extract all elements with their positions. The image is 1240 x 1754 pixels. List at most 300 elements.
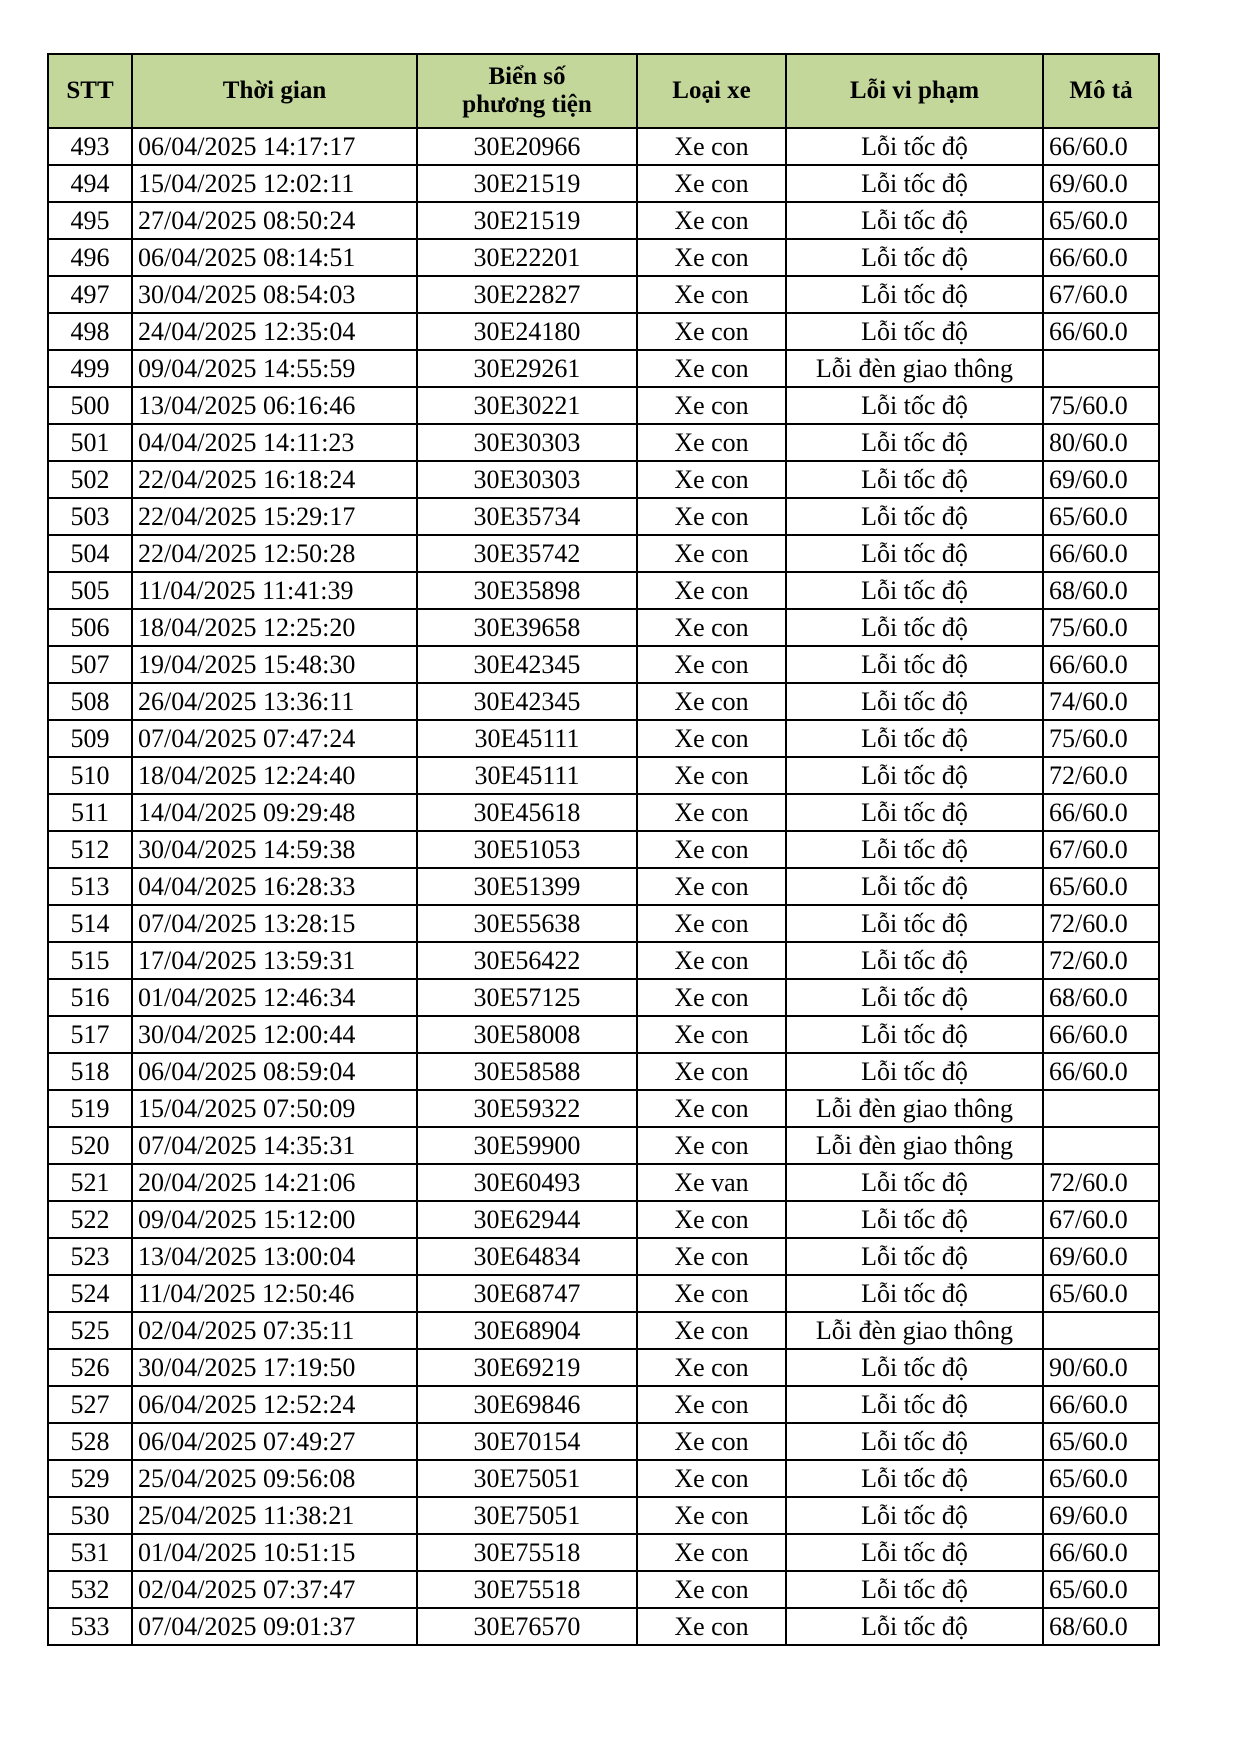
header-plate-line2: phương tiện — [462, 91, 592, 118]
cell-violation: Lỗi đèn giao thông — [786, 1090, 1043, 1127]
cell-plate: 30E76570 — [417, 1608, 637, 1645]
header-row — [48, 54, 1159, 128]
cell-vehicle-type: Xe con — [637, 1238, 786, 1275]
cell-violation: Lỗi tốc độ — [786, 387, 1043, 424]
cell-time: 17/04/2025 13:59:31 — [132, 942, 417, 979]
cell-violation: Lỗi tốc độ — [786, 276, 1043, 313]
cell-stt: 504 — [48, 535, 132, 572]
cell-time: 15/04/2025 07:50:09 — [132, 1090, 417, 1127]
cell-violation: Lỗi tốc độ — [786, 424, 1043, 461]
cell-time: 30/04/2025 12:00:44 — [132, 1016, 417, 1053]
cell-description: 65/60.0 — [1043, 1460, 1159, 1497]
cell-vehicle-type: Xe con — [637, 535, 786, 572]
cell-description: 72/60.0 — [1043, 1164, 1159, 1201]
cell-violation: Lỗi tốc độ — [786, 1497, 1043, 1534]
cell-time: 25/04/2025 09:56:08 — [132, 1460, 417, 1497]
cell-plate: 30E58008 — [417, 1016, 637, 1053]
cell-vehicle-type: Xe con — [637, 1312, 786, 1349]
cell-time: 14/04/2025 09:29:48 — [132, 794, 417, 831]
cell-violation: Lỗi tốc độ — [786, 868, 1043, 905]
cell-time: 18/04/2025 12:24:40 — [132, 757, 417, 794]
cell-time: 19/04/2025 15:48:30 — [132, 646, 417, 683]
cell-stt: 514 — [48, 905, 132, 942]
cell-stt: 519 — [48, 1090, 132, 1127]
cell-description: 90/60.0 — [1043, 1349, 1159, 1386]
cell-description: 66/60.0 — [1043, 128, 1159, 165]
cell-stt: 500 — [48, 387, 132, 424]
cell-time: 30/04/2025 08:54:03 — [132, 276, 417, 313]
cell-time: 27/04/2025 08:50:24 — [132, 202, 417, 239]
cell-plate: 30E35898 — [417, 572, 637, 609]
cell-violation: Lỗi tốc độ — [786, 498, 1043, 535]
table-row — [48, 794, 1159, 831]
cell-violation: Lỗi tốc độ — [786, 1608, 1043, 1645]
table-row — [48, 683, 1159, 720]
cell-stt: 529 — [48, 1460, 132, 1497]
cell-description: 74/60.0 — [1043, 683, 1159, 720]
table-row — [48, 461, 1159, 498]
cell-plate: 30E69846 — [417, 1386, 637, 1423]
cell-violation: Lỗi tốc độ — [786, 794, 1043, 831]
cell-stt: 531 — [48, 1534, 132, 1571]
cell-violation: Lỗi tốc độ — [786, 757, 1043, 794]
cell-stt: 530 — [48, 1497, 132, 1534]
cell-time: 15/04/2025 12:02:11 — [132, 165, 417, 202]
cell-violation: Lỗi tốc độ — [786, 1053, 1043, 1090]
cell-description — [1043, 1312, 1159, 1349]
cell-plate: 30E45111 — [417, 757, 637, 794]
cell-plate: 30E45618 — [417, 794, 637, 831]
cell-violation: Lỗi tốc độ — [786, 1201, 1043, 1238]
cell-stt: 522 — [48, 1201, 132, 1238]
table-row — [48, 239, 1159, 276]
cell-description: 72/60.0 — [1043, 905, 1159, 942]
cell-stt: 499 — [48, 350, 132, 387]
cell-violation: Lỗi tốc độ — [786, 1571, 1043, 1608]
cell-vehicle-type: Xe con — [637, 905, 786, 942]
cell-stt: 494 — [48, 165, 132, 202]
cell-stt: 521 — [48, 1164, 132, 1201]
cell-violation: Lỗi tốc độ — [786, 1386, 1043, 1423]
table-row — [48, 646, 1159, 683]
table-row — [48, 572, 1159, 609]
header-plate-line1: Biển số — [488, 63, 566, 90]
cell-stt: 532 — [48, 1571, 132, 1608]
cell-plate: 30E30303 — [417, 461, 637, 498]
table-row — [48, 757, 1159, 794]
cell-plate: 30E45111 — [417, 720, 637, 757]
cell-vehicle-type: Xe con — [637, 1608, 786, 1645]
cell-description: 66/60.0 — [1043, 239, 1159, 276]
table-row — [48, 1497, 1159, 1534]
cell-plate: 30E60493 — [417, 1164, 637, 1201]
cell-plate: 30E75051 — [417, 1497, 637, 1534]
cell-stt: 493 — [48, 128, 132, 165]
cell-plate: 30E22201 — [417, 239, 637, 276]
cell-violation: Lỗi tốc độ — [786, 1349, 1043, 1386]
cell-vehicle-type: Xe con — [637, 572, 786, 609]
cell-plate: 30E30221 — [417, 387, 637, 424]
cell-time: 24/04/2025 12:35:04 — [132, 313, 417, 350]
table-row — [48, 1423, 1159, 1460]
cell-stt: 510 — [48, 757, 132, 794]
cell-description: 72/60.0 — [1043, 942, 1159, 979]
cell-description: 69/60.0 — [1043, 1238, 1159, 1275]
cell-time: 07/04/2025 07:47:24 — [132, 720, 417, 757]
cell-vehicle-type: Xe con — [637, 424, 786, 461]
header-plate — [417, 54, 637, 128]
cell-plate: 30E68904 — [417, 1312, 637, 1349]
cell-time: 20/04/2025 14:21:06 — [132, 1164, 417, 1201]
cell-stt: 502 — [48, 461, 132, 498]
cell-violation: Lỗi đèn giao thông — [786, 350, 1043, 387]
cell-description: 66/60.0 — [1043, 1534, 1159, 1571]
table-row — [48, 1386, 1159, 1423]
cell-plate: 30E22827 — [417, 276, 637, 313]
cell-description: 75/60.0 — [1043, 720, 1159, 757]
cell-violation: Lỗi tốc độ — [786, 831, 1043, 868]
cell-time: 01/04/2025 12:46:34 — [132, 979, 417, 1016]
cell-time: 22/04/2025 15:29:17 — [132, 498, 417, 535]
cell-description: 66/60.0 — [1043, 794, 1159, 831]
header-stt: STT — [48, 54, 132, 128]
cell-description: 75/60.0 — [1043, 387, 1159, 424]
cell-stt: 523 — [48, 1238, 132, 1275]
cell-plate: 30E35734 — [417, 498, 637, 535]
table-row — [48, 1460, 1159, 1497]
cell-time: 11/04/2025 12:50:46 — [132, 1275, 417, 1312]
cell-violation: Lỗi tốc độ — [786, 979, 1043, 1016]
table-row — [48, 868, 1159, 905]
cell-stt: 517 — [48, 1016, 132, 1053]
table-row — [48, 1312, 1159, 1349]
cell-plate: 30E70154 — [417, 1423, 637, 1460]
cell-time: 13/04/2025 13:00:04 — [132, 1238, 417, 1275]
cell-time: 22/04/2025 16:18:24 — [132, 461, 417, 498]
cell-violation: Lỗi tốc độ — [786, 942, 1043, 979]
cell-stt: 498 — [48, 313, 132, 350]
cell-plate: 30E30303 — [417, 424, 637, 461]
table-row — [48, 1016, 1159, 1053]
cell-vehicle-type: Xe con — [637, 202, 786, 239]
cell-time: 07/04/2025 09:01:37 — [132, 1608, 417, 1645]
cell-time: 07/04/2025 13:28:15 — [132, 905, 417, 942]
cell-vehicle-type: Xe con — [637, 313, 786, 350]
cell-time: 04/04/2025 14:11:23 — [132, 424, 417, 461]
violations-table — [47, 53, 1160, 1646]
table-row — [48, 1534, 1159, 1571]
cell-stt: 520 — [48, 1127, 132, 1164]
cell-violation: Lỗi tốc độ — [786, 609, 1043, 646]
cell-description: 66/60.0 — [1043, 313, 1159, 350]
table-row — [48, 1275, 1159, 1312]
cell-stt: 528 — [48, 1423, 132, 1460]
table-row — [48, 942, 1159, 979]
cell-time: 13/04/2025 06:16:46 — [132, 387, 417, 424]
cell-plate: 30E29261 — [417, 350, 637, 387]
table-row — [48, 979, 1159, 1016]
cell-plate: 30E21519 — [417, 202, 637, 239]
cell-violation: Lỗi đèn giao thông — [786, 1312, 1043, 1349]
cell-plate: 30E69219 — [417, 1349, 637, 1386]
cell-vehicle-type: Xe con — [637, 276, 786, 313]
cell-plate: 30E75051 — [417, 1460, 637, 1497]
cell-vehicle-type: Xe con — [637, 831, 786, 868]
cell-stt: 526 — [48, 1349, 132, 1386]
cell-description: 66/60.0 — [1043, 1016, 1159, 1053]
cell-plate: 30E51053 — [417, 831, 637, 868]
cell-description: 67/60.0 — [1043, 1201, 1159, 1238]
table-row — [48, 1090, 1159, 1127]
table-row — [48, 424, 1159, 461]
cell-description: 67/60.0 — [1043, 831, 1159, 868]
table-row — [48, 498, 1159, 535]
cell-stt: 496 — [48, 239, 132, 276]
cell-stt: 516 — [48, 979, 132, 1016]
cell-vehicle-type: Xe con — [637, 683, 786, 720]
cell-plate: 30E75518 — [417, 1571, 637, 1608]
cell-time: 06/04/2025 08:14:51 — [132, 239, 417, 276]
cell-description: 69/60.0 — [1043, 165, 1159, 202]
cell-plate: 30E75518 — [417, 1534, 637, 1571]
table-row — [48, 535, 1159, 572]
cell-violation: Lỗi tốc độ — [786, 128, 1043, 165]
cell-description: 66/60.0 — [1043, 646, 1159, 683]
cell-description: 66/60.0 — [1043, 1386, 1159, 1423]
cell-stt: 506 — [48, 609, 132, 646]
cell-description: 68/60.0 — [1043, 1608, 1159, 1645]
table-row — [48, 720, 1159, 757]
cell-violation: Lỗi tốc độ — [786, 572, 1043, 609]
cell-vehicle-type: Xe con — [637, 1423, 786, 1460]
cell-time: 06/04/2025 07:49:27 — [132, 1423, 417, 1460]
cell-violation: Lỗi tốc độ — [786, 720, 1043, 757]
cell-description: 65/60.0 — [1043, 1275, 1159, 1312]
cell-vehicle-type: Xe con — [637, 239, 786, 276]
cell-vehicle-type: Xe con — [637, 1127, 786, 1164]
table-row — [48, 350, 1159, 387]
cell-stt: 503 — [48, 498, 132, 535]
cell-plate: 30E58588 — [417, 1053, 637, 1090]
table-row — [48, 1053, 1159, 1090]
cell-description — [1043, 1127, 1159, 1164]
table-row — [48, 1608, 1159, 1645]
cell-description: 65/60.0 — [1043, 1571, 1159, 1608]
cell-violation: Lỗi tốc độ — [786, 1275, 1043, 1312]
cell-description: 75/60.0 — [1043, 609, 1159, 646]
cell-description: 69/60.0 — [1043, 1497, 1159, 1534]
cell-description: 66/60.0 — [1043, 535, 1159, 572]
cell-description: 68/60.0 — [1043, 572, 1159, 609]
cell-vehicle-type: Xe con — [637, 1275, 786, 1312]
cell-stt: 512 — [48, 831, 132, 868]
header-vehicle-type: Loại xe — [637, 54, 786, 128]
header-description: Mô tả — [1043, 54, 1159, 128]
table-row — [48, 202, 1159, 239]
cell-plate: 30E59322 — [417, 1090, 637, 1127]
cell-plate: 30E24180 — [417, 313, 637, 350]
cell-stt: 533 — [48, 1608, 132, 1645]
cell-time: 30/04/2025 17:19:50 — [132, 1349, 417, 1386]
cell-violation: Lỗi tốc độ — [786, 165, 1043, 202]
cell-vehicle-type: Xe con — [637, 1053, 786, 1090]
table-row — [48, 1127, 1159, 1164]
cell-vehicle-type: Xe con — [637, 165, 786, 202]
table-row — [48, 1238, 1159, 1275]
cell-plate: 30E64834 — [417, 1238, 637, 1275]
cell-vehicle-type: Xe con — [637, 720, 786, 757]
cell-vehicle-type: Xe con — [637, 1349, 786, 1386]
cell-vehicle-type: Xe con — [637, 498, 786, 535]
cell-time: 04/04/2025 16:28:33 — [132, 868, 417, 905]
cell-time: 01/04/2025 10:51:15 — [132, 1534, 417, 1571]
cell-violation: Lỗi tốc độ — [786, 313, 1043, 350]
cell-violation: Lỗi tốc độ — [786, 1164, 1043, 1201]
cell-violation: Lỗi tốc độ — [786, 646, 1043, 683]
table-row — [48, 1201, 1159, 1238]
cell-violation: Lỗi tốc độ — [786, 202, 1043, 239]
cell-violation: Lỗi tốc độ — [786, 1238, 1043, 1275]
cell-stt: 507 — [48, 646, 132, 683]
cell-time: 25/04/2025 11:38:21 — [132, 1497, 417, 1534]
cell-plate: 30E57125 — [417, 979, 637, 1016]
header-violation: Lỗi vi phạm — [786, 54, 1043, 128]
cell-violation: Lỗi tốc độ — [786, 905, 1043, 942]
cell-description: 67/60.0 — [1043, 276, 1159, 313]
table-row — [48, 831, 1159, 868]
cell-stt: 495 — [48, 202, 132, 239]
cell-time: 06/04/2025 14:17:17 — [132, 128, 417, 165]
cell-time: 06/04/2025 08:59:04 — [132, 1053, 417, 1090]
cell-stt: 527 — [48, 1386, 132, 1423]
table-row — [48, 1349, 1159, 1386]
table-row — [48, 905, 1159, 942]
cell-time: 09/04/2025 14:55:59 — [132, 350, 417, 387]
cell-stt: 509 — [48, 720, 132, 757]
table-header — [48, 54, 1159, 128]
cell-stt: 501 — [48, 424, 132, 461]
cell-description: 80/60.0 — [1043, 424, 1159, 461]
cell-plate: 30E35742 — [417, 535, 637, 572]
cell-time: 06/04/2025 12:52:24 — [132, 1386, 417, 1423]
cell-time: 11/04/2025 11:41:39 — [132, 572, 417, 609]
header-time: Thời gian — [132, 54, 417, 128]
cell-vehicle-type: Xe con — [637, 1497, 786, 1534]
cell-plate: 30E68747 — [417, 1275, 637, 1312]
cell-description: 69/60.0 — [1043, 461, 1159, 498]
cell-stt: 511 — [48, 794, 132, 831]
cell-description: 65/60.0 — [1043, 202, 1159, 239]
cell-vehicle-type: Xe con — [637, 757, 786, 794]
cell-description: 65/60.0 — [1043, 868, 1159, 905]
table-row — [48, 313, 1159, 350]
cell-description: 72/60.0 — [1043, 757, 1159, 794]
cell-violation: Lỗi tốc độ — [786, 535, 1043, 572]
cell-vehicle-type: Xe con — [637, 1090, 786, 1127]
cell-violation: Lỗi tốc độ — [786, 1534, 1043, 1571]
cell-time: 22/04/2025 12:50:28 — [132, 535, 417, 572]
cell-description — [1043, 350, 1159, 387]
cell-description: 66/60.0 — [1043, 1053, 1159, 1090]
cell-vehicle-type: Xe con — [637, 1571, 786, 1608]
cell-stt: 513 — [48, 868, 132, 905]
cell-stt: 524 — [48, 1275, 132, 1312]
cell-description: 65/60.0 — [1043, 498, 1159, 535]
cell-plate: 30E59900 — [417, 1127, 637, 1164]
cell-violation: Lỗi tốc độ — [786, 1460, 1043, 1497]
cell-plate: 30E21519 — [417, 165, 637, 202]
cell-vehicle-type: Xe con — [637, 794, 786, 831]
table-row — [48, 609, 1159, 646]
cell-violation: Lỗi tốc độ — [786, 683, 1043, 720]
cell-plate: 30E39658 — [417, 609, 637, 646]
cell-vehicle-type: Xe con — [637, 609, 786, 646]
cell-time: 07/04/2025 14:35:31 — [132, 1127, 417, 1164]
table-row — [48, 128, 1159, 165]
table-row — [48, 165, 1159, 202]
cell-violation: Lỗi tốc độ — [786, 461, 1043, 498]
cell-violation: Lỗi tốc độ — [786, 1016, 1043, 1053]
cell-violation: Lỗi tốc độ — [786, 1423, 1043, 1460]
cell-description — [1043, 1090, 1159, 1127]
cell-vehicle-type: Xe con — [637, 128, 786, 165]
cell-violation: Lỗi đèn giao thông — [786, 1127, 1043, 1164]
cell-vehicle-type: Xe con — [637, 461, 786, 498]
cell-plate: 30E51399 — [417, 868, 637, 905]
cell-stt: 518 — [48, 1053, 132, 1090]
cell-vehicle-type: Xe con — [637, 646, 786, 683]
cell-plate: 30E42345 — [417, 683, 637, 720]
cell-time: 30/04/2025 14:59:38 — [132, 831, 417, 868]
cell-plate: 30E56422 — [417, 942, 637, 979]
cell-violation: Lỗi tốc độ — [786, 239, 1043, 276]
cell-description: 65/60.0 — [1043, 1423, 1159, 1460]
cell-stt: 515 — [48, 942, 132, 979]
cell-plate: 30E55638 — [417, 905, 637, 942]
cell-time: 26/04/2025 13:36:11 — [132, 683, 417, 720]
cell-vehicle-type: Xe con — [637, 387, 786, 424]
table-body — [48, 128, 1159, 1645]
cell-vehicle-type: Xe con — [637, 868, 786, 905]
table-row — [48, 1571, 1159, 1608]
cell-vehicle-type: Xe con — [637, 1016, 786, 1053]
cell-stt: 505 — [48, 572, 132, 609]
cell-time: 02/04/2025 07:37:47 — [132, 1571, 417, 1608]
cell-vehicle-type: Xe con — [637, 979, 786, 1016]
table-row — [48, 387, 1159, 424]
cell-vehicle-type: Xe con — [637, 1534, 786, 1571]
cell-plate: 30E62944 — [417, 1201, 637, 1238]
cell-vehicle-type: Xe con — [637, 1201, 786, 1238]
cell-vehicle-type: Xe con — [637, 942, 786, 979]
cell-time: 02/04/2025 07:35:11 — [132, 1312, 417, 1349]
cell-time: 18/04/2025 12:25:20 — [132, 609, 417, 646]
table-row — [48, 1164, 1159, 1201]
cell-stt: 525 — [48, 1312, 132, 1349]
cell-vehicle-type: Xe con — [637, 1386, 786, 1423]
cell-time: 09/04/2025 15:12:00 — [132, 1201, 417, 1238]
cell-stt: 497 — [48, 276, 132, 313]
cell-vehicle-type: Xe con — [637, 1460, 786, 1497]
cell-vehicle-type: Xe van — [637, 1164, 786, 1201]
cell-vehicle-type: Xe con — [637, 350, 786, 387]
cell-stt: 508 — [48, 683, 132, 720]
table-row — [48, 276, 1159, 313]
cell-plate: 30E20966 — [417, 128, 637, 165]
violations-table-wrapper — [47, 53, 1160, 1646]
cell-plate: 30E42345 — [417, 646, 637, 683]
cell-description: 68/60.0 — [1043, 979, 1159, 1016]
